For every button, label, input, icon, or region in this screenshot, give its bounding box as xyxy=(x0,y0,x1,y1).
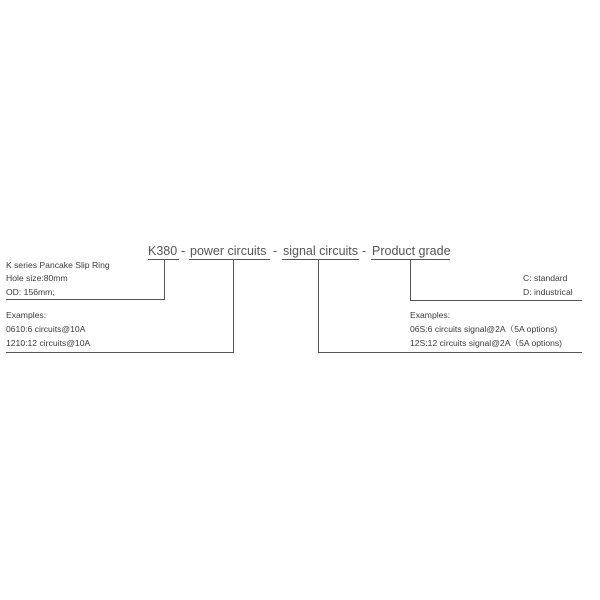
separator-3: - xyxy=(362,244,367,258)
model-desc-line1: K series Pancake Slip Ring xyxy=(6,260,110,270)
signal-examples-title: Examples: xyxy=(410,310,451,320)
product-grade-term: Product grade xyxy=(372,244,451,258)
power-circuits-term: power circuits xyxy=(190,244,267,258)
signal-example-2: 12S:12 circuits signal@2A（5A options) xyxy=(410,338,563,348)
model-desc-line2: Hole size:80mm xyxy=(6,273,68,283)
separator-2: - xyxy=(273,244,278,258)
grade-option-d: D: industrical xyxy=(523,287,573,297)
model-code: K380 xyxy=(148,244,178,258)
power-examples-title: Examples: xyxy=(6,310,47,320)
model-desc-line3: OD: 156mm; xyxy=(6,287,55,297)
separator-1: - xyxy=(181,244,186,258)
signal-circuits-term: signal circuits xyxy=(283,244,359,258)
grade-option-c: C: standard xyxy=(523,273,568,283)
power-example-2: 1210:12 circuits@10A xyxy=(6,338,91,348)
signal-example-1: 06S:6 circuits signal@2A（5A options) xyxy=(410,324,558,334)
power-example-1: 0610:6 circuits@10A xyxy=(6,324,86,334)
